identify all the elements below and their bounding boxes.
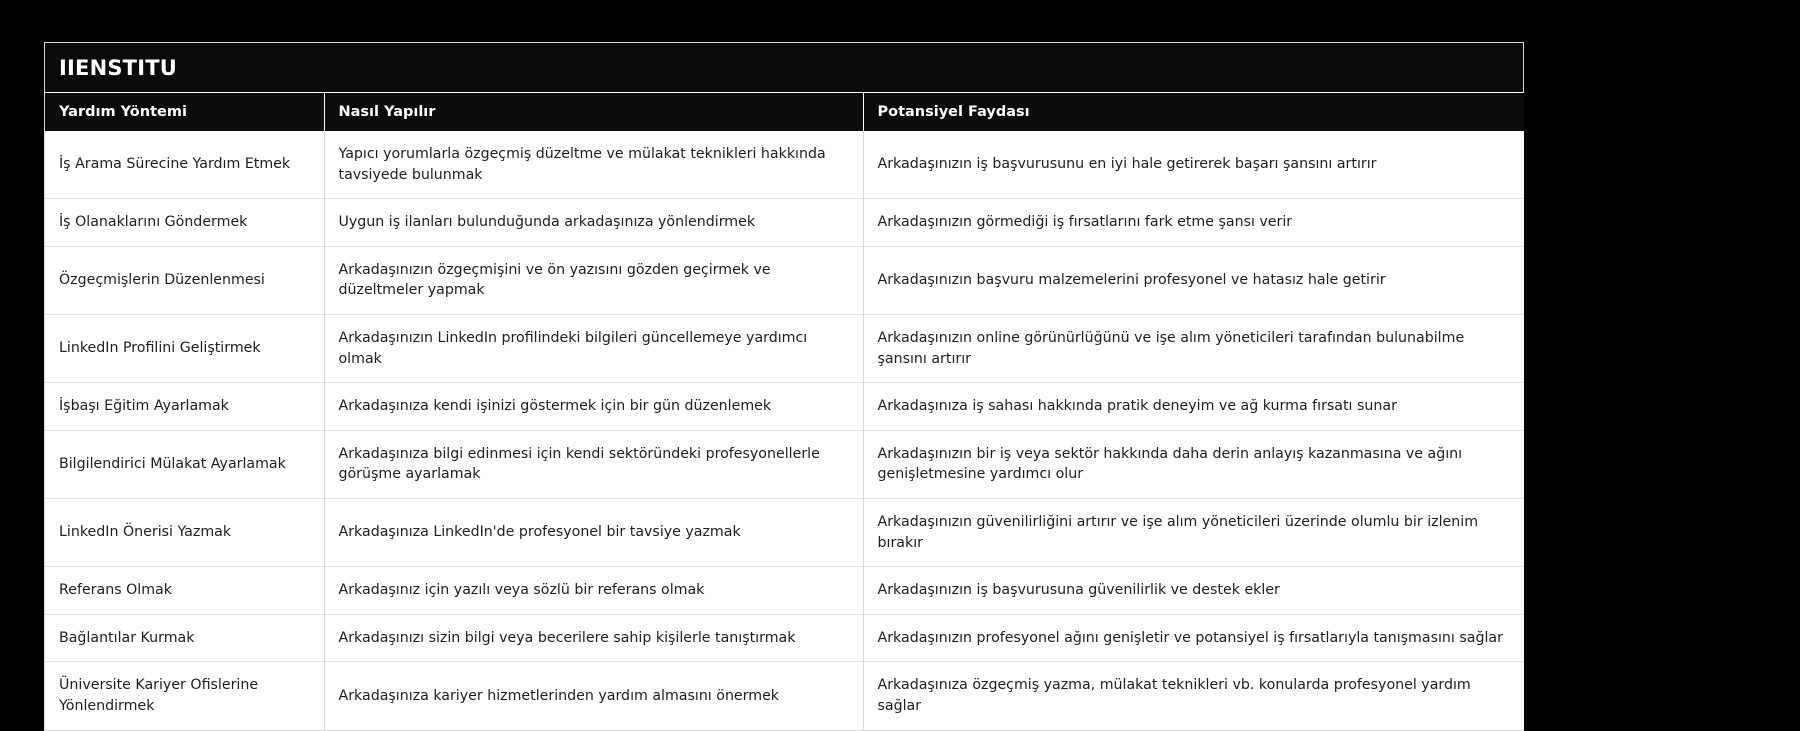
help-methods-table xyxy=(45,93,1524,730)
column-header-how: Nasıl Yapılır xyxy=(324,93,863,131)
cell-method: Üniversite Kariyer Ofislerine Yönlendirmek xyxy=(45,662,324,730)
table-row xyxy=(45,131,1524,199)
table-row xyxy=(45,199,1524,247)
brand-bar xyxy=(45,43,1523,93)
cell-how: Arkadaşınıza kendi işinizi göstermek için bir gün düzenlemek xyxy=(324,383,863,431)
cell-method: Bağlantılar Kurmak xyxy=(45,614,324,662)
table-card xyxy=(44,42,1524,731)
cell-method: Bilgilendirici Mülakat Ayarlamak xyxy=(45,430,324,498)
cell-method: İş Arama Sürecine Yardım Etmek xyxy=(45,131,324,199)
cell-how: Arkadaşınıza kariyer hizmetlerinden yardım almasını önermek xyxy=(324,662,863,730)
cell-method: LinkedIn Profilini Geliştirmek xyxy=(45,314,324,382)
column-header-benefit: Potansiyel Faydası xyxy=(877,104,1030,120)
cell-how: Arkadaşınızı sizin bilgi veya becerilere sahip kişilerle tanıştırmak xyxy=(324,614,863,662)
table-row xyxy=(45,246,1524,314)
cell-how: Arkadaşınız için yazılı veya sözlü bir referans olmak xyxy=(324,567,863,615)
cell-how: Arkadaşınıza LinkedIn'de profesyonel bir tavsiye yazmak xyxy=(324,498,863,566)
cell-method: Referans Olmak xyxy=(45,567,324,615)
cell-benefit: Arkadaşınızın iş başvurusunu en iyi hale getirerek başarı şansını artırır xyxy=(877,156,1377,173)
cell-how: Arkadaşınıza bilgi edinmesi için kendi sektöründeki profesyonellerle görüşme ayarlamak xyxy=(324,430,863,498)
table-head xyxy=(45,93,1524,131)
table-row xyxy=(45,498,1524,566)
column-header-method: Yardım Yöntemi xyxy=(45,93,324,131)
cell-benefit: Arkadaşınıza iş sahası hakkında pratik deneyim ve ağ kurma fırsatı sunar xyxy=(863,383,1524,431)
cell-benefit: Arkadaşınızın bir iş veya sektör hakkında daha derin anlayış kazanmasına ve ağını genişletmesine yardımcı olur xyxy=(863,430,1524,498)
cell-method: İşbaşı Eğitim Ayarlamak xyxy=(45,383,324,431)
cell-method: İş Olanaklarını Göndermek xyxy=(45,199,324,247)
cell-benefit: Arkadaşınızın görmediği iş fırsatlarını fark etme şansı verir xyxy=(863,199,1524,247)
cell-how: Yapıcı yorumlarla özgeçmiş düzeltme ve mülakat teknikleri hakkında tavsiyede bulunmak xyxy=(324,131,863,199)
cell-how: Arkadaşınızın özgeçmişini ve ön yazısını gözden geçirmek ve düzeltmeler yapmak xyxy=(324,246,863,314)
table-row xyxy=(45,314,1524,382)
cell-benefit: Arkadaşınızın online görünürlüğünü ve işe alım yöneticileri tarafından bulunabilme şansını artırır xyxy=(863,314,1524,382)
table-body xyxy=(45,131,1524,730)
cell-benefit: Arkadaşınıza özgeçmiş yazma, mülakat teknikleri vb. konularda profesyonel yardım sağlar xyxy=(863,662,1524,730)
cell-benefit: Arkadaşınızın profesyonel ağını genişletir ve potansiyel iş fırsatlarıyla tanışmasını sağlar xyxy=(863,614,1524,662)
cell-method: Özgeçmişlerin Düzenlenmesi xyxy=(45,246,324,314)
cell-method: LinkedIn Önerisi Yazmak xyxy=(45,498,324,566)
cell-benefit: Arkadaşınızın başvuru malzemelerini profesyonel ve hatasız hale getirir xyxy=(863,246,1524,314)
brand-logo: IIENSTITU xyxy=(59,55,177,80)
table-row xyxy=(45,567,1524,615)
table-header-row xyxy=(45,93,1524,131)
cell-benefit: Arkadaşınızın iş başvurusuna güvenilirlik ve destek ekler xyxy=(863,567,1524,615)
cell-how: Arkadaşınızın LinkedIn profilindeki bilgileri güncellemeye yardımcı olmak xyxy=(324,314,863,382)
cell-how: Uygun iş ilanları bulunduğunda arkadaşınıza yönlendirmek xyxy=(324,199,863,247)
cell-benefit: Arkadaşınızın güvenilirliğini artırır ve işe alım yöneticileri üzerinde olumlu bir izlenim bırakır xyxy=(863,498,1524,566)
table-row xyxy=(45,383,1524,431)
table-row xyxy=(45,662,1524,730)
table-row xyxy=(45,614,1524,662)
table-row xyxy=(45,430,1524,498)
